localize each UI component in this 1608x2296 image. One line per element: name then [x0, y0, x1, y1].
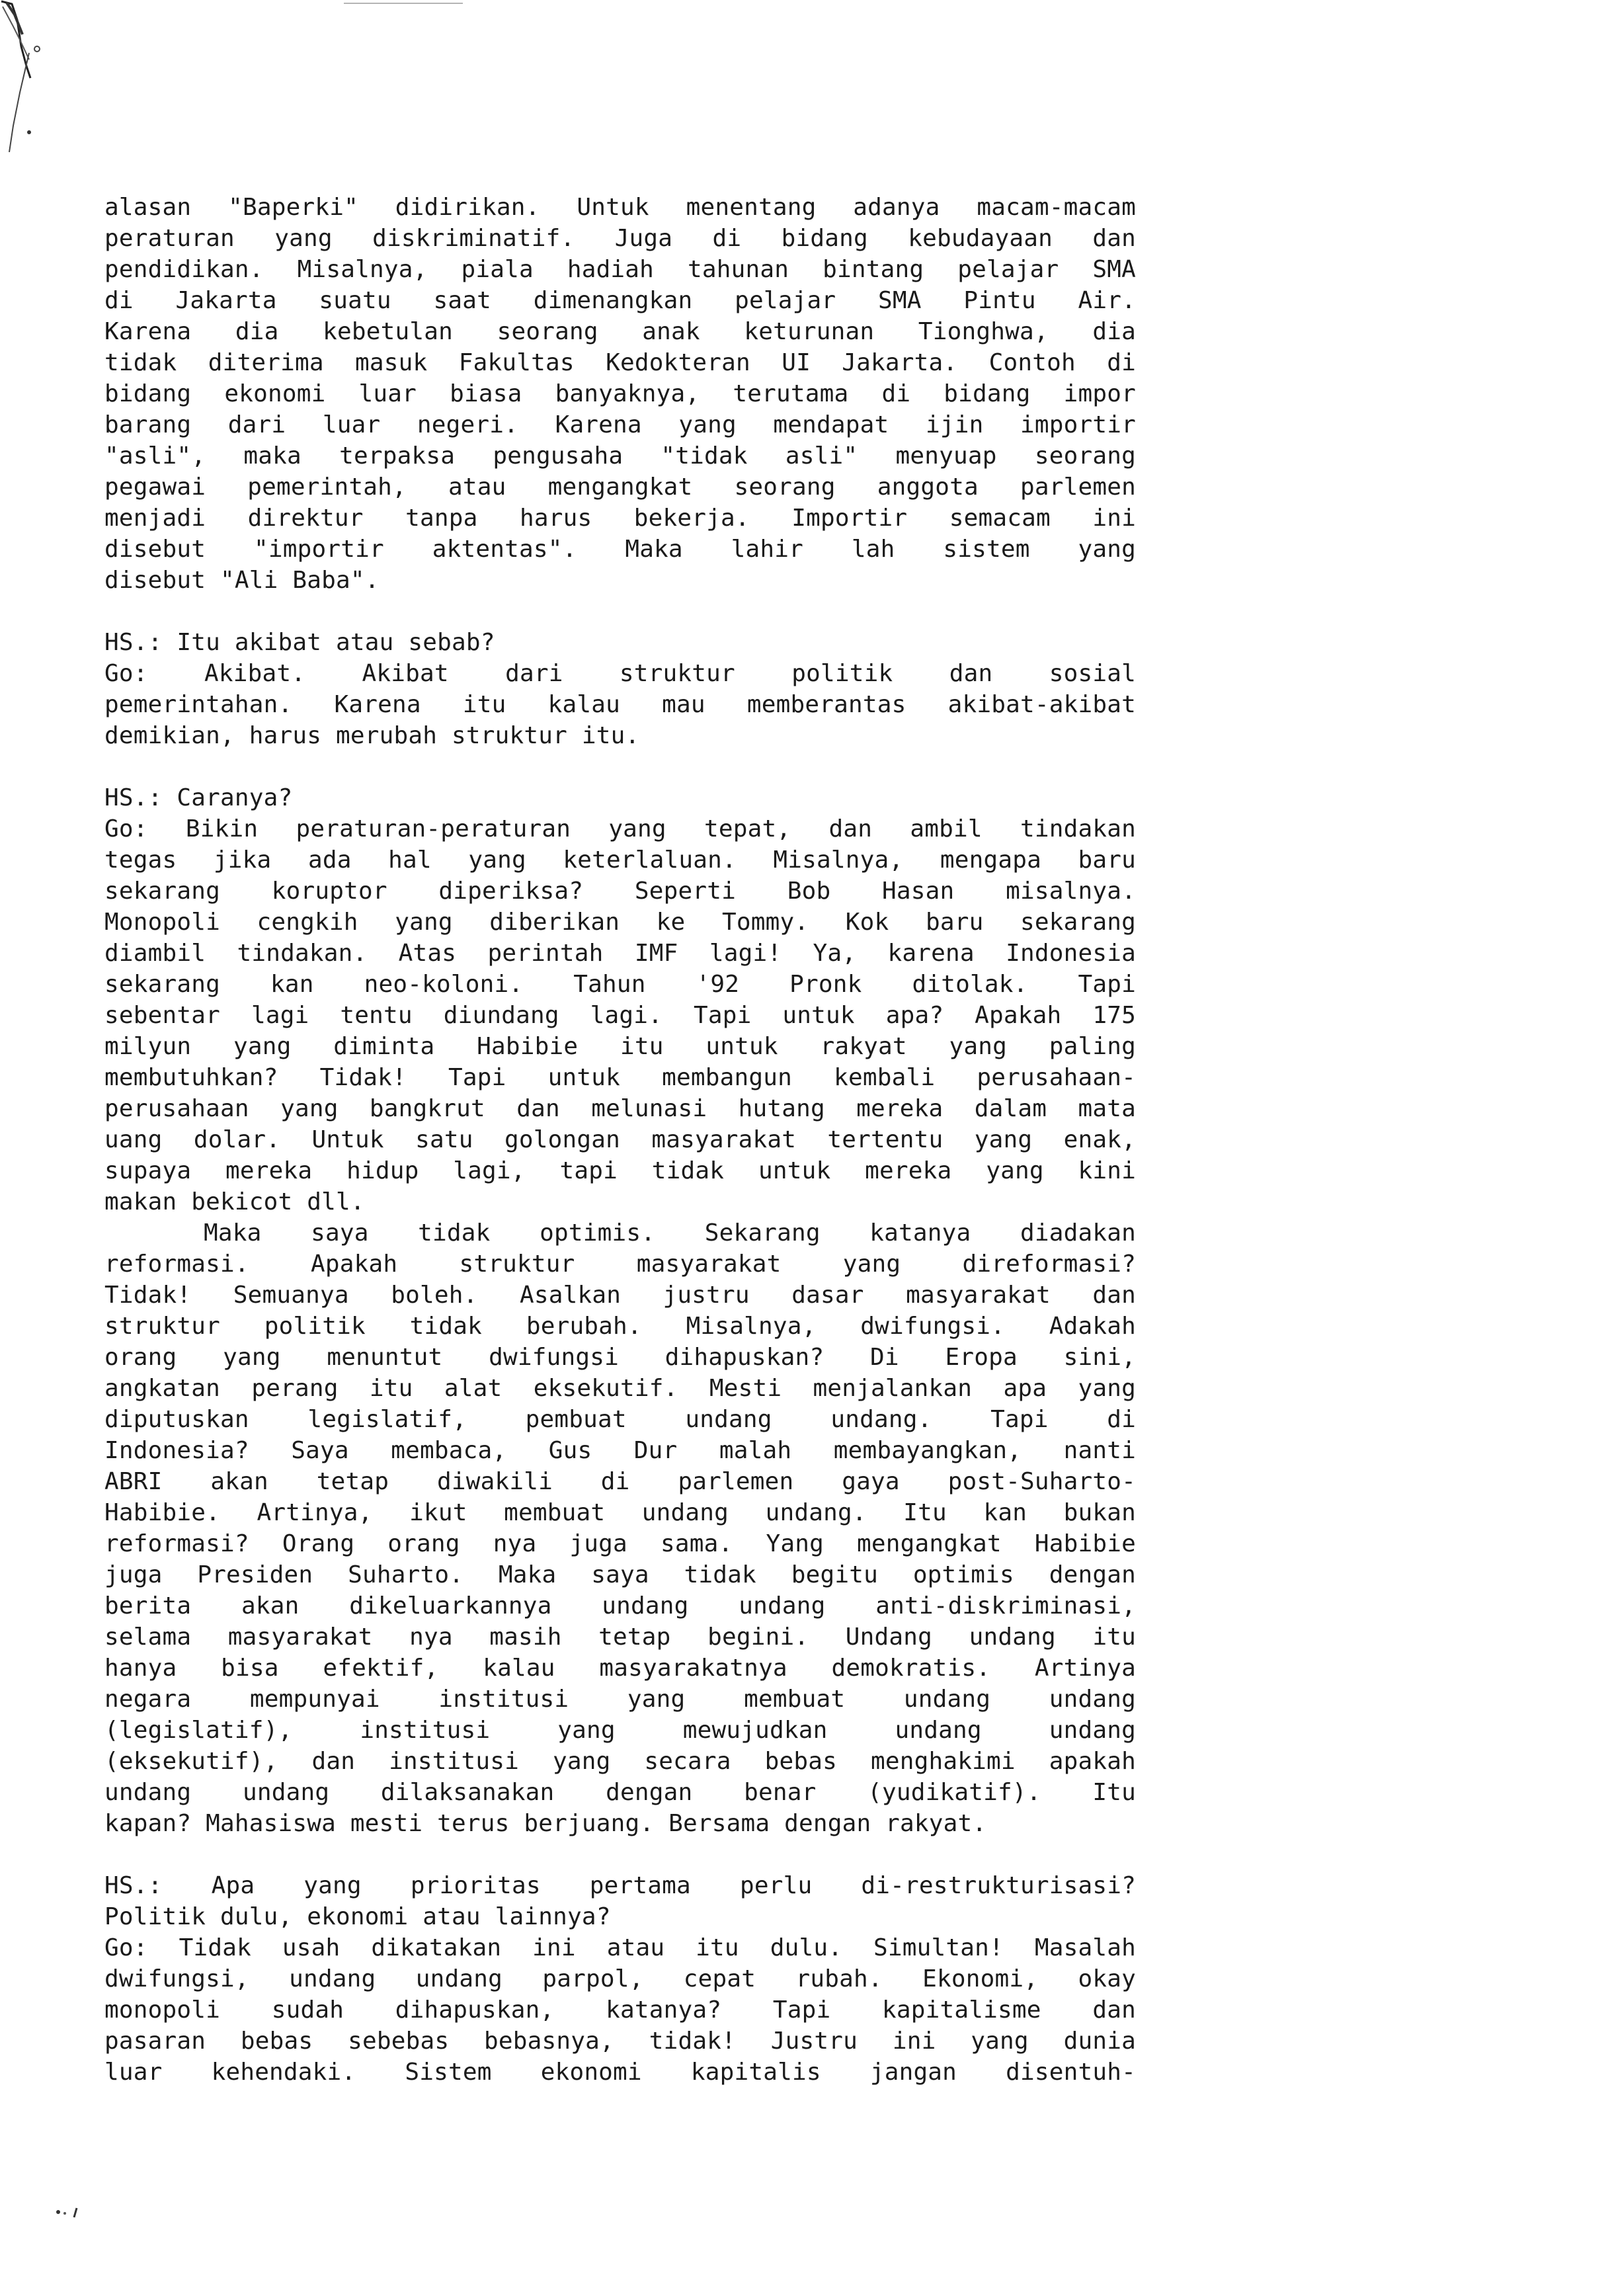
question-line: HS.: Itu akibat atau sebab? [104, 629, 495, 656]
text-line: pemerintahan. Karena itu kalau mau memberantas akibat-akibat [104, 691, 1136, 718]
text-line: demikian, harus merubah struktur itu. [104, 722, 640, 749]
text-line: tidak diterima masuk Fakultas Kedokteran UI Jakarta. Contoh di [104, 349, 1136, 376]
text-line: disebut "importir aktentas". Maka lahir lah sistem yang [104, 536, 1136, 563]
question-line: HS.: Caranya? [104, 784, 293, 811]
text-line: negara mempunyai institusi yang membuat undang undang [104, 1686, 1136, 1713]
question-line: HS.: Apa yang prioritas pertama perlu di-restrukturisasi? [104, 1872, 1136, 1899]
text-line: (eksekutif), dan institusi yang secara bebas menghakimi apakah [104, 1748, 1136, 1775]
text-line: Go: Akibat. Akibat dari struktur politik dan sosial [104, 660, 1136, 687]
text-line: Indonesia? Saya membaca, Gus Dur malah membayangkan, nanti [104, 1437, 1136, 1464]
document-body [104, 192, 1136, 2088]
text-line: ABRI akan tetap diwakili di parlemen gaya post-Suharto- [104, 1468, 1136, 1495]
paragraph-gap [104, 1839, 1136, 1870]
text-line: Tidak! Semuanya boleh. Asalkan justru dasar masyarakat dan [104, 1282, 1136, 1309]
text-line: menjadi direktur tanpa harus bekerja. Importir semacam ini [104, 505, 1136, 532]
paragraph-caranya [104, 782, 1136, 1839]
paragraph-gap [104, 596, 1136, 627]
text-line: dwifungsi, undang undang parpol, cepat rubah. Ekonomi, okay [104, 1965, 1136, 1992]
text-line: luar kehendaki. Sistem ekonomi kapitalis jangan disentuh- [104, 2059, 1136, 2086]
text-line: diputuskan legislatif, pembuat undang undang. Tapi di [104, 1406, 1136, 1433]
text-line: angkatan perang itu alat eksekutif. Mesti menjalankan apa yang [104, 1375, 1136, 1402]
text-line: peraturan yang diskriminatif. Juga di bidang kebudayaan dan [104, 225, 1136, 252]
scan-edge-mark [0, 0, 53, 159]
text-line: Go: Bikin peraturan-peraturan yang tepat, dan ambil tindakan [104, 815, 1136, 842]
text-line: struktur politik tidak berubah. Misalnya, dwifungsi. Adakah [104, 1313, 1136, 1340]
text-line: sekarang kan neo-koloni. Tahun '92 Pronk ditolak. Tapi [104, 971, 1136, 998]
text-line: membutuhkan? Tidak! Tapi untuk membangun kembali perusahaan- [104, 1064, 1136, 1091]
text-line: reformasi. Apakah struktur masyarakat yang direformasi? [104, 1250, 1136, 1278]
paragraph-prioritas [104, 1870, 1136, 2088]
text-line: Maka saya tidak optimis. Sekarang katanya diadakan [204, 1219, 1136, 1247]
text-line: berita akan dikeluarkannya undang undang anti-diskriminasi, [104, 1592, 1136, 1620]
text-line: uang dolar. Untuk satu golongan masyarakat tertentu yang enak, [104, 1126, 1136, 1153]
paragraph-intro [104, 192, 1136, 596]
text-line: barang dari luar negeri. Karena yang mendapat ijin importir [104, 411, 1136, 438]
text-line: undang undang dilaksanakan dengan benar (yudikatif). Itu [104, 1779, 1136, 1806]
text-line: sekarang koruptor diperiksa? Seperti Bob Hasan misalnya. [104, 878, 1136, 905]
text-line: diambil tindakan. Atas perintah IMF lagi! Ya, karena Indonesia [104, 940, 1136, 967]
text-line: "asli", maka terpaksa pengusaha "tidak asli" menyuap seorang [104, 442, 1136, 470]
text-line: Karena dia kebetulan seorang anak keturunan Tionghwa, dia [104, 318, 1136, 345]
text-line: alasan "Baperki" didirikan. Untuk menentang adanya macam-macam [104, 194, 1136, 221]
text-line: juga Presiden Suharto. Maka saya tidak begitu optimis dengan [104, 1561, 1136, 1588]
text-line: sebentar lagi tentu diundang lagi. Tapi untuk apa? Apakah 175 [104, 1002, 1136, 1029]
text-line: selama masyarakat nya masih tetap begini. Undang undang itu [104, 1623, 1136, 1651]
text-line: perusahaan yang bangkrut dan melunasi hutang mereka dalam mata [104, 1095, 1136, 1122]
paragraph-akibat [104, 627, 1136, 751]
text-line: monopoli sudah dihapuskan, katanya? Tapi kapitalisme dan [104, 1996, 1136, 2024]
scan-edge-line [344, 3, 463, 4]
text-line: disebut "Ali Baba". [104, 567, 380, 594]
text-line: pegawai pemerintah, atau mengangkat seorang anggota parlemen [104, 473, 1136, 501]
text-line: milyun yang diminta Habibie itu untuk rakyat yang paling [104, 1033, 1136, 1060]
text-line: (legislatif), institusi yang mewujudkan undang undang [104, 1717, 1136, 1744]
text-line: hanya bisa efektif, kalau masyarakatnya demokratis. Artinya [104, 1655, 1136, 1682]
text-line: orang yang menuntut dwifungsi dihapuskan? Di Eropa sini, [104, 1344, 1136, 1371]
text-line: tegas jika ada hal yang keterlaluan. Misalnya, mengapa baru [104, 846, 1136, 874]
text-line: di Jakarta suatu saat dimenangkan pelajar SMA Pintu Air. [104, 287, 1136, 314]
text-line: Go: Tidak usah dikatakan ini atau itu dulu. Simultan! Masalah [104, 1934, 1136, 1961]
text-line: reformasi? Orang orang nya juga sama. Yang mengangkat Habibie [104, 1530, 1136, 1557]
text-line: Monopoli cengkih yang diberikan ke Tommy. Kok baru sekarang [104, 909, 1136, 936]
text-line: Habibie. Artinya, ikut membuat undang undang. Itu kan bukan [104, 1499, 1136, 1526]
text-line: kapan? Mahasiswa mesti terus berjuang. Bersama dengan rakyat. [104, 1810, 987, 1837]
text-line: makan bekicot dll. [104, 1188, 365, 1215]
scan-speck-mark [53, 2205, 93, 2219]
text-line: pasaran bebas sebebas bebasnya, tidak! Justru ini yang dunia [104, 2028, 1136, 2055]
text-line: bidang ekonomi luar biasa banyaknya, terutama di bidang impor [104, 380, 1136, 407]
question-line: Politik dulu, ekonomi atau lainnya? [104, 1903, 611, 1930]
text-line: pendidikan. Misalnya, piala hadiah tahunan bintang pelajar SMA [104, 256, 1136, 283]
paragraph-gap [104, 751, 1136, 782]
text-line: supaya mereka hidup lagi, tapi tidak untuk mereka yang kini [104, 1157, 1136, 1184]
